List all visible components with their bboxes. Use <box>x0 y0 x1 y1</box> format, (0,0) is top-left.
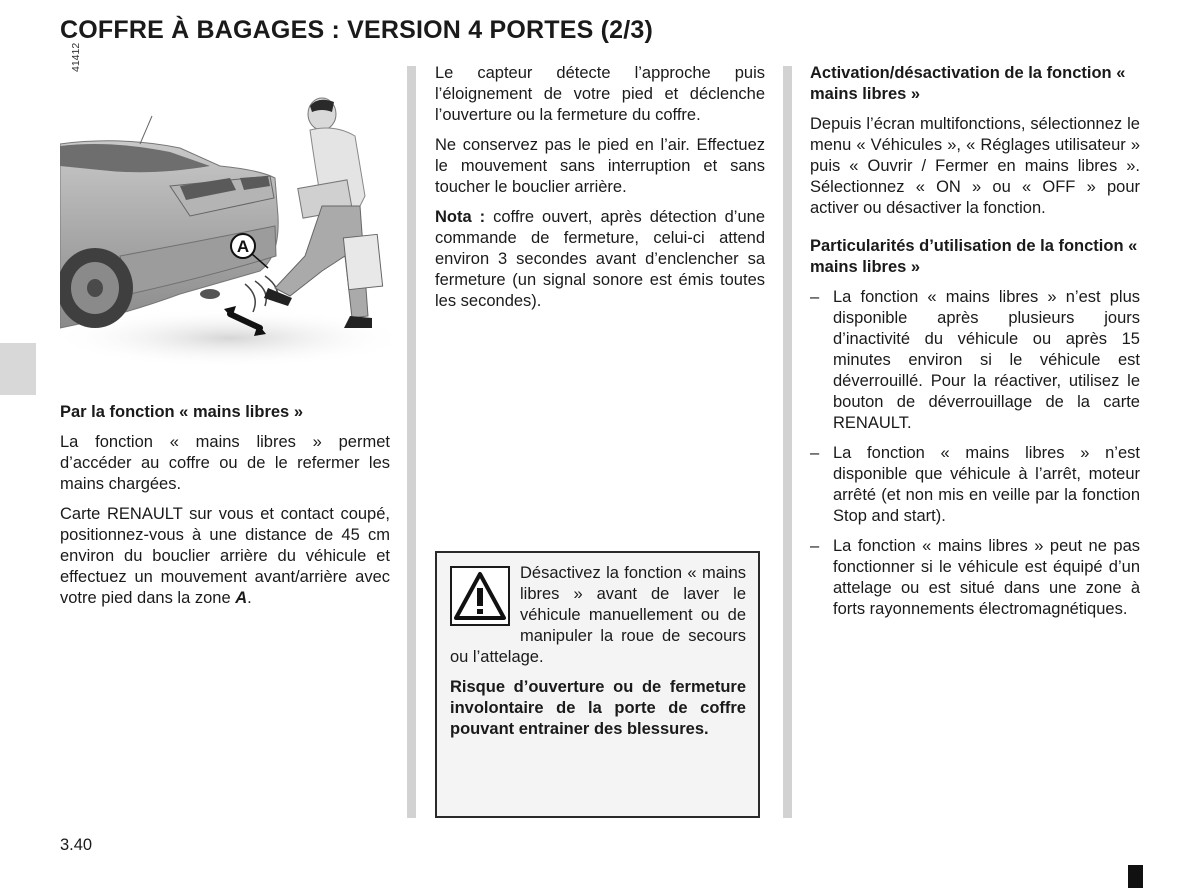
particularities-list <box>810 287 1140 620</box>
list-bullet: – <box>810 537 820 555</box>
warning-box <box>435 551 760 818</box>
nota-label: Nota : <box>435 208 486 226</box>
warning-risk-text: Risque d’ouverture ou de fermeture involontaire de la porte de coffre pouvant entrainer des blessures. <box>450 678 746 738</box>
list-item-text: La fonction « mains libres » peut ne pas fonctionner si le véhicule est équipé d’un attelage ou est situé dans une zone à forts rayonnements électromagnétiques. <box>833 537 1140 618</box>
figure-code: 41412 <box>70 42 82 72</box>
trunk-illustration <box>60 66 390 371</box>
list-bullet: – <box>810 288 820 306</box>
paragraph-suffix: . <box>247 589 252 607</box>
paragraph-text: Carte RENAULT sur vous et contact coupé, positionnez-vous à une distance de 45 cm environ du bouclier arrière du véhicule et effectuez un mouvement avant/arrière avec votre pied dans la zone <box>60 505 390 607</box>
paragraph: Le capteur détecte l’approche puis l’éloignement de votre pied et déclenche l’ouverture ou la fermeture du coffre. <box>435 64 765 124</box>
list-item-text: La fonction « mains libres » n’est disponible que véhicule à l’arrêt, moteur arrêté (et non mis en veille par la fonction Stop and start). <box>833 444 1140 525</box>
page-number: 3.40 <box>60 836 93 854</box>
callout-a-label: A <box>236 237 250 256</box>
list-item <box>810 443 1140 527</box>
section-heading-particularities: Particularités d’utilisation de la fonction « mains libres » <box>810 237 1138 276</box>
nota-text: coffre ouvert, après détection d’une commande de fermeture, celui-ci attend environ 3 secondes avant d’enclencher sa fermeture (un signal sonore est émis toutes les secondes). <box>435 208 765 310</box>
warning-triangle-icon <box>450 566 510 626</box>
list-item <box>810 287 1140 434</box>
zone-letter: A <box>235 589 248 607</box>
section-heading-hands-free: Par la fonction « mains libres » <box>60 403 303 421</box>
page-title: COFFRE À BAGAGES : VERSION 4 PORTES (2/3) <box>60 16 654 44</box>
left-column <box>60 402 390 618</box>
section-heading-activation: Activation/désactivation de la fonction « mains libres » <box>810 64 1126 103</box>
column-rule-left <box>407 66 416 818</box>
page-corner-mark <box>1128 865 1143 888</box>
right-column <box>810 63 1140 629</box>
paragraph: La fonction « mains libres » permet d’accéder au coffre ou de le refermer les mains chargées. <box>60 433 390 493</box>
paragraph: Ne conservez pas le pied en l’air. Effectuez le mouvement sans interruption et sans toucher le bouclier arrière. <box>435 136 765 196</box>
middle-column <box>435 63 765 321</box>
chapter-tab <box>0 343 36 395</box>
list-item-text: La fonction « mains libres » n’est plus disponible après plusieurs jours d’inactivité du véhicule ou après 15 minutes environ si le véhicule est déverrouillé. Pour la réactiver, utilisez le bouton de déverrouillage de la carte RENAULT. <box>833 288 1140 432</box>
paragraph <box>60 504 390 609</box>
list-item <box>810 536 1140 620</box>
list-bullet: – <box>810 444 820 462</box>
column-rule-right <box>783 66 792 818</box>
warning-text: Désactivez la fonction « mains libres » avant de laver le véhicule manuellement ou de manipuler la roue de secours ou l’attelage. <box>450 564 746 666</box>
nota-paragraph <box>435 207 765 312</box>
paragraph: Depuis l’écran multifonctions, sélectionnez le menu « Véhicules », « Réglages utilisateur » puis « Ouvrir / Fermer en mains libres ». Sélectionnez « ON » ou « OFF » pour activer ou désactiver la fonction. <box>810 115 1140 217</box>
